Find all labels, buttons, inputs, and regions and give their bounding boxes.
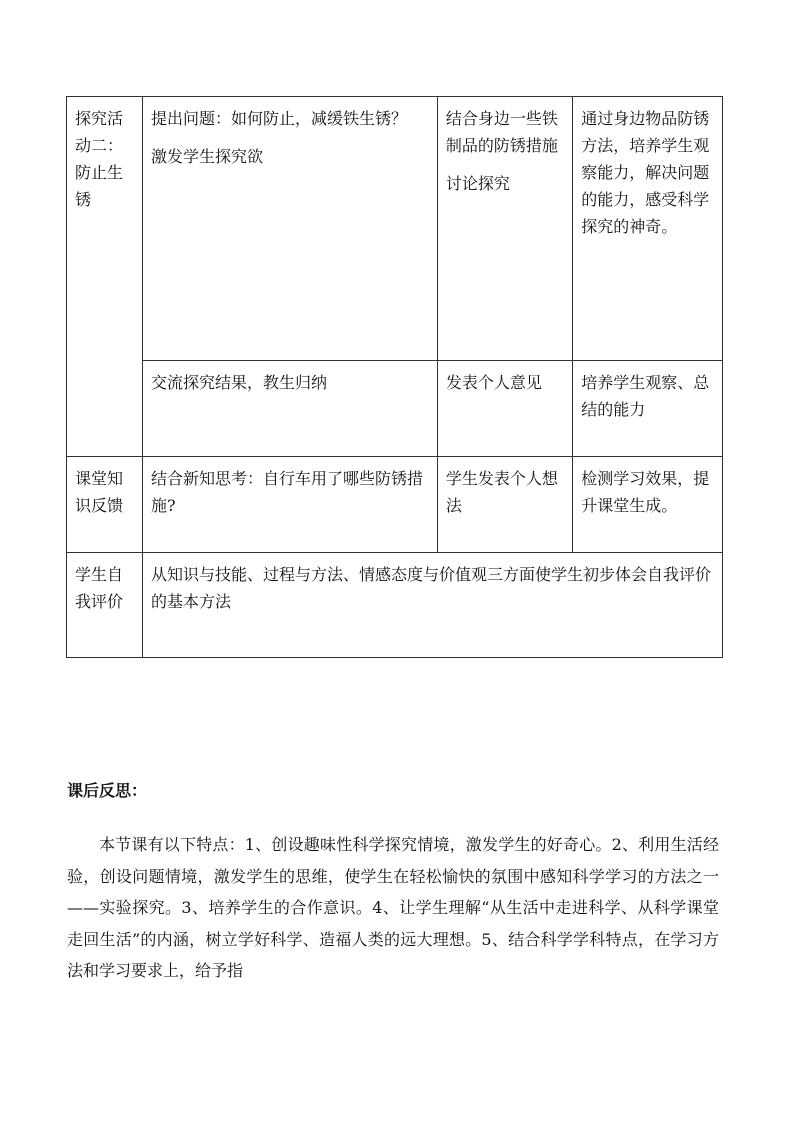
lesson-plan-table: [66, 96, 723, 658]
teacher-activity-cell: [142, 361, 437, 457]
table-row: [67, 97, 723, 361]
teacher-activity-text: 激发学生探究欲: [150, 147, 263, 166]
student-activity-cell: [437, 361, 572, 457]
teacher-activity-text: 结合新知思考：自行车用了哪些防锈措施?: [150, 469, 423, 515]
table-row: [67, 457, 723, 553]
teacher-activity-cell: [142, 457, 437, 553]
merged-cell: 从知识与技能、过程与方法、情感态度与价值观三方面使学生初步体会自我评价的基本方法: [142, 553, 722, 658]
stage-cell: 学生自我评价: [67, 553, 143, 658]
table-row: [67, 553, 723, 658]
reflection-heading: 课后反思：: [67, 781, 148, 800]
student-activity-cell: [437, 457, 572, 553]
purpose-cell: 检测学习效果，提升课堂生成。: [573, 457, 723, 553]
student-activity-cell: [437, 97, 572, 361]
teacher-activity-cell: [142, 97, 437, 361]
student-activity-text: 发表个人意见: [445, 373, 542, 392]
student-activity-text: 学生发表个人想法: [445, 469, 558, 515]
student-activity-text: 结合身边一些铁制品的防锈措施: [445, 109, 558, 155]
table-row: [67, 361, 723, 457]
student-activity-text: 讨论探究: [445, 174, 510, 193]
reflection-body: 本节课有以下特点：1、创设趣味性科学探究情境，激发学生的好奇心。2、利用生活经验，创设问题情境，激发学生的思维，使学生在轻松愉快的氛围中感知科学学习的方法之一——实验探究。3、培养学生的合作意识。4、让学生理解“从生活中走进科学、从科学课堂走回生活”的内涵，树立学好科学、造福人类的远大理想。5、结合科学学科特点，在学习方法和学习要求上，给予指: [67, 835, 719, 980]
teacher-activity-text: 提出问题：如何防止，减缓铁生锈？: [150, 109, 407, 128]
teacher-activity-text: 交流探究结果，教生归纳: [150, 373, 327, 392]
purpose-cell: 通过身边物品防锈方法，培养学生观察能力，解决问题的能力，感受科学探究的神奇。: [573, 97, 723, 361]
stage-cell: 课堂知识反馈: [67, 457, 143, 553]
stage-cell: 探究活动二：防止生锈: [67, 97, 143, 457]
purpose-cell: 培养学生观察、总结的能力: [573, 361, 723, 457]
